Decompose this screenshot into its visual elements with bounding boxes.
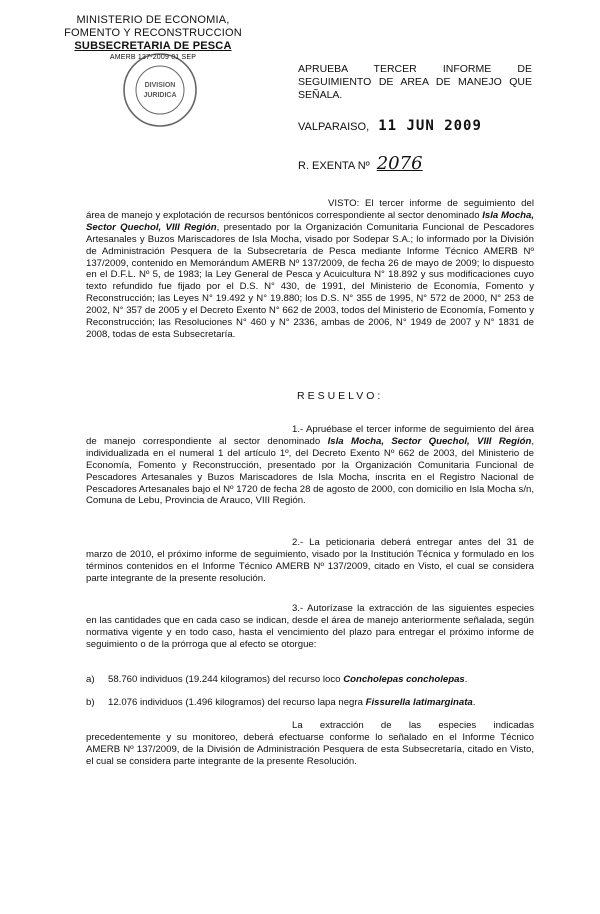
subject-block bbox=[298, 63, 532, 102]
stamp-line-1: DIVISION bbox=[144, 82, 176, 89]
ministry-name-2: FOMENTO Y RECONSTRUCCION bbox=[64, 27, 242, 39]
date-line bbox=[298, 118, 482, 134]
city: VALPARAISO, bbox=[298, 121, 370, 133]
species-b: Fissurella latimarginata bbox=[365, 697, 473, 708]
division-juridica-stamp bbox=[120, 50, 200, 130]
resolution-number-line bbox=[298, 153, 423, 174]
visto-text-2: , presentado por la Organización Comunitaria Funcional de Pescadores Artesanales y Buzos Mariscadores de Isla Mocha, visado por Sodepar S.A.; lo informado por la División de Administración Pesquera de la Subsecretaría de Pesca mediante Informe Técnico AMERB Nº 137/2009, contenido en Memorándum AMERB Nº 137/2009, de fecha 26 de mayo de 2009; lo dispuesto en el D.F.L. Nº 5, de 1983; la Ley General de Pesca y Acuicultura N° 18.892 y sus modificaciones cuyo texto refundido fue fijado por el D.S. N° 430, de 1991, del Ministerio de Economía, Fomento y Reconstrucción; las Leyes N° 19.492 y N° 19.880; los D.S. N° 355 de 1995, N° 572 de 2000, N° 253 de 2002, N° 357 de 2005 y el Decreto Exento N° 662 de 2003, todos del Ministerio de Economía, Fomento y Reconstrucción; las Resoluciones N° 460 y N° 2336, ambas de 2006, N° 1949 de 2007 y N° 1831 de 2008, todas de esta Subsecretaría. bbox=[86, 221, 535, 340]
list-end-a: . bbox=[464, 674, 468, 685]
subject-line-1: APRUEBA TERCER INFORME DE bbox=[298, 63, 532, 75]
visto-text-1: VISTO: El tercer informe de seguimiento del área de manejo y explotación de recursos bentónicos correspondiente al sector denominado bbox=[86, 198, 534, 221]
stamp-line-2: JURIDICA bbox=[143, 92, 177, 99]
item-1-text-1: 1.- Apruébase el tercer informe de seguimiento del área de manejo correspondiente al sector denominado bbox=[86, 424, 534, 447]
item-1-paragraph bbox=[86, 424, 534, 507]
subsecretaria-name: SUBSECRETARIA DE PESCA bbox=[74, 40, 232, 52]
list-label-a: a) bbox=[86, 674, 95, 685]
list-text-a: 58.760 individuos (19.244 kilogramos) del recurso loco bbox=[108, 674, 344, 685]
date-stamp: 11 JUN 2009 bbox=[378, 118, 482, 134]
list-item-b bbox=[86, 697, 534, 709]
visto-sector-name: Isla Mocha, Sector Quechol, VIII Región bbox=[86, 209, 535, 233]
item-1-text-2: , individualizada en el numeral 1 del artículo 1º, del Decreto Exento Nº 662 de 2003, del Ministerio de Economía, Fomento y Reconstrucción, presentado por la Organización Comunitaria Funcional de Pescadores Artesanales y Buzos Mariscadores de Isla Mocha, inscrita en el Registro Nacional de Pescadores Artesanales bajo el Nº 1720 de fecha 28 de agosto de 2000, con domicilio en Isla Mocha s/n, Comuna de Lebu, Provincia de Arauco, VIII Región. bbox=[86, 435, 534, 507]
visto-paragraph bbox=[86, 198, 534, 341]
item-2-paragraph: 2.- La peticionaria deberá entregar antes del 31 de marzo de 2010, el próximo informe de seguimiento, visado por la Institución Técnica y formulado en los términos contenidos en el Informe Técnico AMERB Nº 137/2009, citado en Visto, el cual se considera parte integrante de la presente resolución. bbox=[86, 537, 534, 584]
resolution-label: R. EXENTA Nº bbox=[298, 160, 370, 172]
list-item-a bbox=[86, 674, 534, 686]
reference-code: AMERB 137-2009 01 SEP bbox=[109, 54, 197, 61]
ministry-name: MINISTERIO DE ECONOMIA, bbox=[76, 14, 230, 26]
item-3-paragraph: 3.- Autorízase la extracción de las siguientes especies en las cantidades que en cada caso se indican, desde el área de manejo anteriormente señalada, según normativa vigente y en todo caso, hasta el vencimiento del plazo para entregar el próximo informe de seguimiento o de la prórroga que al efecto se otorgue: bbox=[86, 603, 534, 650]
subject-line-2: SEGUIMIENTO DE AREA DE MANEJO QUE bbox=[298, 76, 532, 88]
closing-paragraph: La extracción de las especies indicadas precedentemente y su monitoreo, deberá efectuarse conforme lo señalado en el Informe Técnico AMERB Nº 137/2009, de la División de Administración Pesquera de esta Subsecretaría, citado en Visto, el cual se considera parte integrante de la presente Resolución. bbox=[86, 720, 534, 767]
item-1-sector-name: Isla Mocha, Sector Quechol, VIII Región bbox=[327, 435, 532, 447]
resolution-number: 2076 bbox=[376, 153, 423, 174]
species-a: Concholepas concholepas bbox=[343, 674, 465, 685]
list-end-b: . bbox=[472, 697, 476, 708]
subject-line-3: SEÑALA. bbox=[298, 89, 343, 101]
list-label-b: b) bbox=[86, 697, 95, 708]
list-text-b: 12.076 individuos (1.496 kilogramos) del recurso lapa negra bbox=[108, 697, 366, 708]
resuelvo-heading: RESUELVO: bbox=[297, 390, 384, 402]
